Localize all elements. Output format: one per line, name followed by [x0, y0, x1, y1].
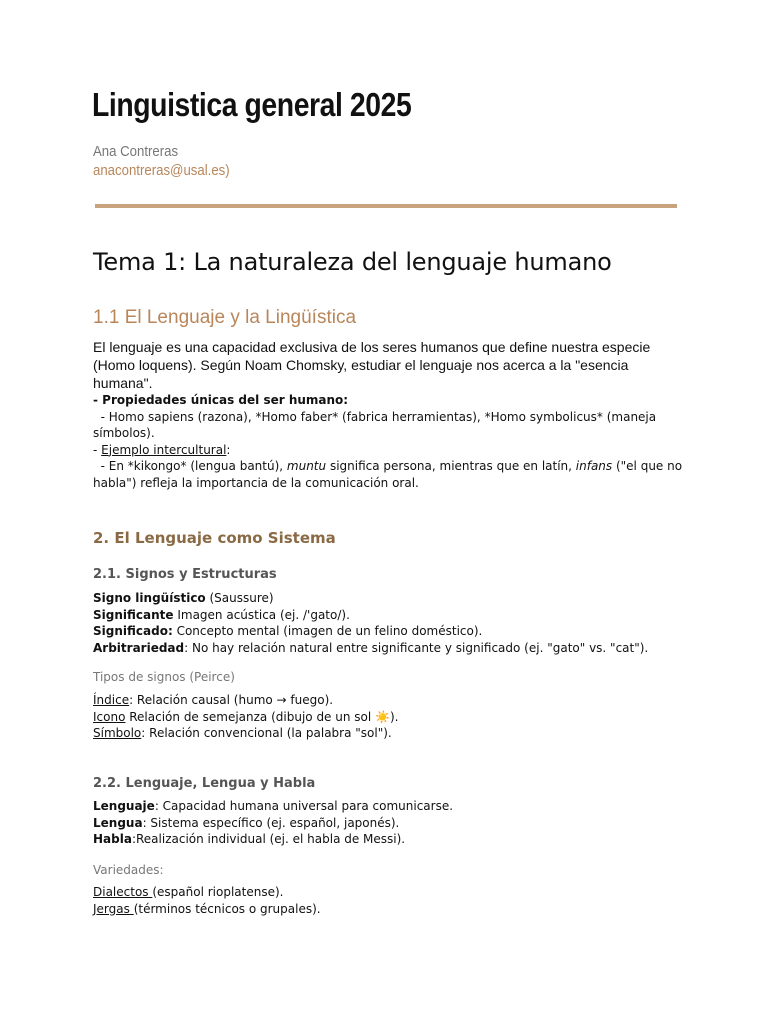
example-italic-infans: infans: [575, 459, 613, 473]
variety-row: Dialectos (español rioplatense).: [93, 885, 284, 899]
example-italic-muntu: muntu: [286, 459, 327, 473]
section-1-1-details: [93, 392, 686, 491]
sign-type-row: Símbolo: Relación convencional (la palabra "sol").: [93, 726, 392, 740]
header-divider: [95, 204, 677, 208]
sign-type-row: Icono Relación de semejanza (dibujo de un sol ☀️).: [93, 709, 399, 724]
definition-row: Lenguaje: Capacidad humana universal para comunicarse.: [93, 799, 454, 813]
tema-title: Tema 1: La naturaleza del lenguaje humano: [93, 248, 612, 276]
section-1-1-paragraph: El lenguaje es una capacidad exclusiva de los seres humanos que define nuestra especie (Homo loquens). Según Noam Chomsky, estudiar el lenguaje nos acerca a la "esencia humana".: [93, 339, 651, 391]
author-name: Ana Contreras: [93, 143, 179, 160]
example-text-3: ("el que no habla") refleja la importancia de la comunicación oral.: [93, 459, 686, 490]
section-2-title: 2. El Lenguaje como Sistema: [93, 529, 336, 547]
definition-row: Significado: Concepto mental (imagen de un felino doméstico).: [93, 624, 483, 638]
signs-definitions: [93, 590, 683, 656]
section-2-2-title: 2.2. Lenguaje, Lengua y Habla: [93, 776, 316, 791]
sign-types-list: [93, 692, 683, 742]
definition-row: Significante Imagen acústica (ej. /'gato/).: [93, 607, 350, 622]
definition-row: Habla:Realización individual (ej. el habla de Messi).: [93, 832, 406, 846]
example-text: [93, 458, 686, 491]
sign-type-row: Índice: Relación causal (humo → fuego).: [93, 693, 334, 707]
varieties-label: Variedades:: [93, 863, 164, 877]
definition-row: Arbitrariedad: No hay relación natural entre significante y significado (ej. "gato" vs. "cat").: [93, 640, 649, 655]
section-1-1-title: 1.1 El Lenguaje y la Lingüística: [93, 307, 357, 328]
varieties-list: [93, 884, 683, 917]
language-definitions: [93, 798, 683, 848]
section-2-1-title: 2.1. Signos y Estructuras: [93, 567, 277, 582]
example-prefix: -: [93, 442, 102, 457]
example-text-1: - En *kikongo* (lengua bantú),: [93, 459, 287, 473]
example-suffix: :: [226, 442, 231, 457]
example-text-2: significa persona, mientras que en latín,: [326, 459, 576, 473]
definition-row: Lengua: Sistema específico (ej. español, japonés).: [93, 815, 400, 830]
variety-row: Jergas (términos técnicos o grupales).: [93, 901, 321, 916]
definition-row: Signo lingüístico (Saussure): [93, 591, 274, 605]
properties-label: - Propiedades únicas del ser humano:: [93, 393, 349, 407]
sign-types-label: Tipos de signos (Peirce): [93, 670, 235, 684]
example-label: Ejemplo intercultural: [101, 442, 227, 457]
author-email: anacontreras@usal.es): [93, 162, 230, 179]
document-title: Linguistica general 2025: [92, 86, 412, 123]
properties-text: - Homo sapiens (razona), *Homo faber* (fabrica herramientas), *Homo symbolicus* (maneja símbolos).: [93, 409, 660, 440]
